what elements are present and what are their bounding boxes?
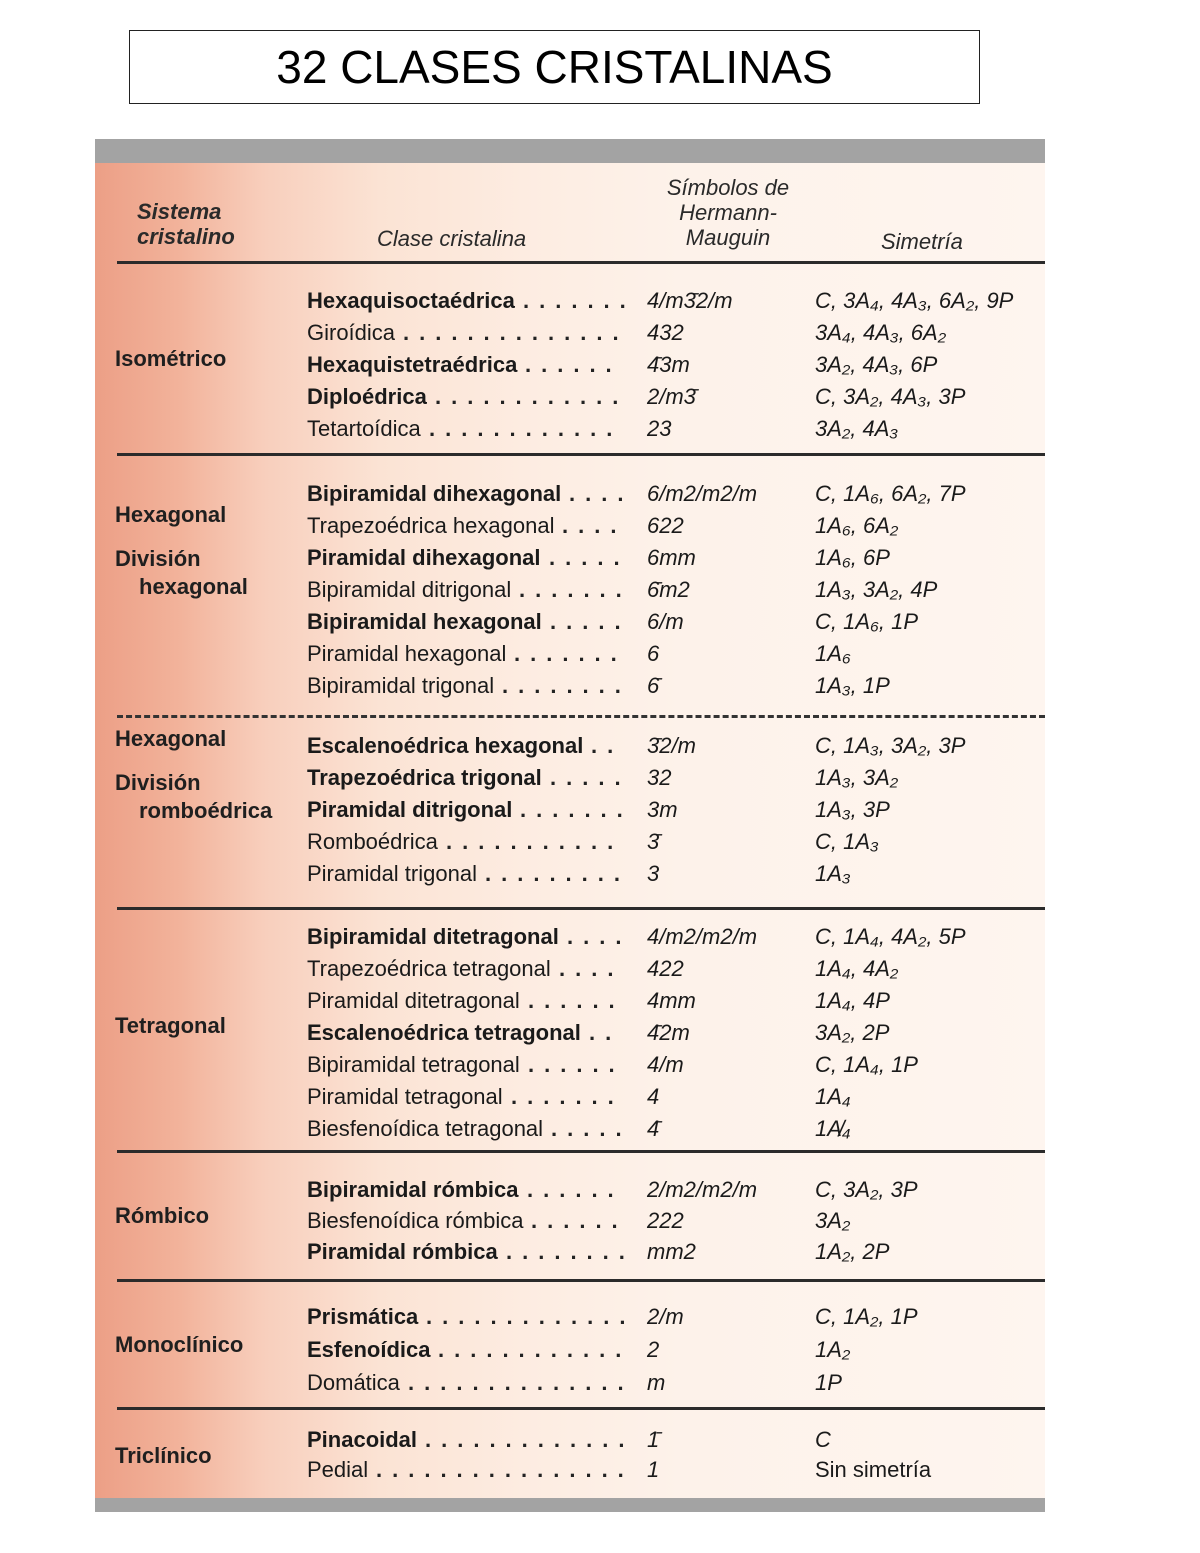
hermann-mauguin-symbol: 1 bbox=[647, 1457, 660, 1482]
system-name: Hexagonal bbox=[115, 502, 227, 527]
leader-dots: ...... bbox=[528, 988, 625, 1013]
symmetry-elements: 1A₄ bbox=[815, 1084, 851, 1109]
crystal-class-name: Piramidal tetragonal bbox=[307, 1084, 503, 1109]
hermann-mauguin-symbol: mm2 bbox=[647, 1239, 696, 1264]
symmetry-elements: 3A₂, 2P bbox=[815, 1020, 890, 1045]
symmetry-elements: C, 3A₄, 4A₃, 6A₂, 9P bbox=[815, 288, 1014, 313]
table-row bbox=[95, 317, 1045, 349]
system-division: División bbox=[115, 770, 201, 795]
hermann-mauguin-symbol: 2 bbox=[647, 1337, 660, 1362]
symmetry-elements: C, 3A₂, 3P bbox=[815, 1177, 918, 1202]
system-division: División bbox=[115, 546, 201, 571]
group-separator bbox=[117, 1150, 1045, 1153]
crystal-class-name: Domática bbox=[307, 1370, 400, 1395]
leader-dots: .... bbox=[569, 481, 634, 506]
table-row bbox=[95, 381, 1045, 413]
table-row bbox=[95, 574, 1045, 606]
symmetry-elements: C bbox=[815, 1427, 831, 1452]
leader-dots: ....... bbox=[523, 288, 636, 313]
hermann-mauguin-symbol: 6̄ bbox=[647, 673, 660, 698]
table-row bbox=[95, 413, 1045, 445]
hermann-mauguin-symbol: 6̄m2 bbox=[647, 577, 690, 602]
symmetry-elements: 1A₃, 3A₂, 4P bbox=[815, 577, 938, 602]
system-name: Triclínico bbox=[115, 1443, 212, 1468]
hermann-mauguin-symbol: 2/m2/m2/m bbox=[647, 1177, 758, 1202]
hermann-mauguin-symbol: 6 bbox=[647, 641, 660, 666]
symmetry-elements: 1A₆, 6P bbox=[815, 545, 890, 570]
leader-dots: ...... bbox=[528, 1052, 625, 1077]
leader-dots: ............ bbox=[438, 1337, 632, 1362]
page-title: 32 CLASES CRISTALINAS bbox=[129, 30, 980, 104]
symmetry-elements: 1A₃, 1P bbox=[815, 673, 890, 698]
table-row bbox=[95, 1113, 1045, 1145]
symmetry-elements: 1A₆, 6A₂ bbox=[815, 513, 899, 538]
leader-dots: .... bbox=[562, 513, 627, 538]
crystal-class-name: Biesfenoídica rómbica bbox=[307, 1208, 524, 1233]
hermann-mauguin-symbol: 2/m bbox=[647, 1304, 684, 1329]
leader-dots: ..... bbox=[549, 545, 630, 570]
symmetry-elements: C, 1A₆, 1P bbox=[815, 609, 919, 634]
leader-dots: .............. bbox=[403, 320, 629, 345]
table-row bbox=[95, 1205, 1045, 1237]
hermann-mauguin-symbol: m bbox=[647, 1370, 666, 1395]
leader-dots: .. bbox=[591, 733, 624, 758]
table-row bbox=[95, 478, 1045, 510]
symmetry-elements: Sin simetría bbox=[815, 1457, 932, 1482]
table-row bbox=[95, 921, 1045, 953]
crystal-class-name: Bipiramidal hexagonal bbox=[307, 609, 542, 634]
crystal-class-name: Bipiramidal rómbica bbox=[307, 1177, 519, 1202]
symmetry-elements: 1A₃, 3P bbox=[815, 797, 890, 822]
crystal-class-name: Escalenoédrica tetragonal bbox=[307, 1020, 581, 1045]
table-row bbox=[95, 1367, 1045, 1399]
hermann-mauguin-symbol: 4̄3m bbox=[647, 352, 690, 377]
leader-dots: ........ bbox=[502, 673, 631, 698]
hermann-mauguin-symbol: 2/m3̄ bbox=[647, 384, 696, 409]
crystal-class-name: Piramidal ditetragonal bbox=[307, 988, 520, 1013]
hermann-mauguin-symbol: 4/m2/m2/m bbox=[647, 924, 758, 949]
hermann-mauguin-symbol: 4/m3̄2/m bbox=[647, 288, 733, 313]
header-hermann-mauguin: Símbolos de Hermann- Mauguin bbox=[666, 175, 790, 250]
crystal-class-name: Trapezoédrica tetragonal bbox=[307, 956, 551, 981]
system-name: Rómbico bbox=[115, 1203, 210, 1228]
symmetry-elements: 1A₄, 4A₂ bbox=[815, 956, 899, 981]
symmetry-elements: 1A₂, 2P bbox=[815, 1239, 890, 1264]
hermann-mauguin-symbol: 4̄ bbox=[647, 1116, 660, 1141]
table-row bbox=[95, 1301, 1045, 1333]
hermann-mauguin-symbol: 622 bbox=[647, 513, 684, 538]
table-row bbox=[95, 638, 1045, 670]
hermann-mauguin-symbol: 4 bbox=[647, 1084, 660, 1109]
symmetry-elements: 1A̸₄ bbox=[815, 1116, 851, 1141]
leader-dots: ...... bbox=[527, 1177, 624, 1202]
crystal-class-name: Giroídica bbox=[307, 320, 396, 345]
symmetry-elements: C, 1A₂, 1P bbox=[815, 1304, 918, 1329]
header-system: Sistema cristalino bbox=[137, 199, 235, 249]
system-name: Monoclínico bbox=[115, 1332, 244, 1357]
symmetry-elements: 3A₂ bbox=[815, 1208, 851, 1233]
crystal-class-name: Romboédrica bbox=[307, 829, 438, 854]
group-separator bbox=[117, 453, 1045, 456]
symmetry-elements: 1A₂ bbox=[815, 1337, 851, 1362]
system-name: Hexagonal bbox=[115, 726, 227, 751]
leader-dots: .............. bbox=[408, 1370, 634, 1395]
symmetry-elements: C, 1A₃, 3A₂, 3P bbox=[815, 733, 966, 758]
leader-dots: ............ bbox=[435, 384, 629, 409]
system-division-name: romboédrica bbox=[139, 798, 273, 823]
system-name: Isométrico bbox=[115, 346, 227, 371]
crystal-class-name: Hexaquistetraédrica bbox=[307, 352, 518, 377]
crystal-class-name: Biesfenoídica tetragonal bbox=[307, 1116, 544, 1141]
leader-dots: ...... bbox=[531, 1208, 628, 1233]
leader-dots: ............. bbox=[425, 1427, 635, 1452]
crystal-class-name: Bipiramidal ditetragonal bbox=[307, 924, 559, 949]
symmetry-elements: 1A₃, 3A₂ bbox=[815, 765, 899, 790]
system-division-name: hexagonal bbox=[139, 574, 248, 599]
table-row bbox=[95, 670, 1045, 702]
hermann-mauguin-symbol: 3̄ bbox=[647, 829, 660, 854]
leader-dots: ..... bbox=[551, 1116, 632, 1141]
table-row bbox=[95, 349, 1045, 381]
table-row bbox=[95, 510, 1045, 542]
table-row bbox=[95, 542, 1045, 574]
hermann-mauguin-symbol: 6/m2/m2/m bbox=[647, 481, 758, 506]
table-row bbox=[95, 285, 1045, 317]
leader-dots: ..... bbox=[550, 765, 631, 790]
crystal-class-name: Bipiramidal dihexagonal bbox=[307, 481, 562, 506]
crystal-class-name: Pinacoidal bbox=[307, 1427, 418, 1452]
symmetry-elements: 3A₂, 4A₃ bbox=[815, 416, 899, 441]
hermann-mauguin-symbol: 32 bbox=[647, 765, 672, 790]
crystal-class-name: Bipiramidal tetragonal bbox=[307, 1052, 520, 1077]
hermann-mauguin-symbol: 4mm bbox=[647, 988, 696, 1013]
crystal-class-name: Piramidal rómbica bbox=[307, 1239, 498, 1264]
leader-dots: ....... bbox=[514, 641, 627, 666]
crystal-class-name: Esfenoídica bbox=[307, 1337, 431, 1362]
symmetry-elements: 1A₃ bbox=[815, 861, 851, 886]
table-row bbox=[95, 826, 1045, 858]
header-class: Clase cristalina bbox=[377, 226, 527, 251]
table-row bbox=[95, 1174, 1045, 1206]
symmetry-elements: C, 1A₆, 6A₂, 7P bbox=[815, 481, 966, 506]
symmetry-elements: 1A₄, 4P bbox=[815, 988, 890, 1013]
crystal-class-name: Prismática bbox=[307, 1304, 419, 1329]
table-row bbox=[95, 1424, 1045, 1456]
crystal-class-name: Piramidal dihexagonal bbox=[307, 545, 541, 570]
table-row bbox=[95, 858, 1045, 890]
hermann-mauguin-symbol: 3 bbox=[647, 861, 660, 886]
leader-dots: ........... bbox=[446, 829, 624, 854]
hermann-mauguin-symbol: 3̄2/m bbox=[647, 733, 696, 758]
table-row bbox=[95, 1236, 1045, 1268]
hermann-mauguin-symbol: 3m bbox=[647, 797, 678, 822]
table-row bbox=[95, 1081, 1045, 1113]
table-row bbox=[95, 985, 1045, 1017]
hermann-mauguin-symbol: 6mm bbox=[647, 545, 696, 570]
leader-dots: ................ bbox=[376, 1457, 634, 1482]
hermann-mauguin-symbol: 4/m bbox=[647, 1052, 684, 1077]
crystal-class-name: Piramidal trigonal bbox=[307, 861, 477, 886]
table-row bbox=[95, 1049, 1045, 1081]
hermann-mauguin-symbol: 422 bbox=[647, 956, 684, 981]
crystal-class-name: Hexaquisoctaédrica bbox=[307, 288, 515, 313]
crystal-class-name: Diploédrica bbox=[307, 384, 427, 409]
crystal-class-name: Pedial bbox=[307, 1457, 369, 1482]
hermann-mauguin-symbol: 432 bbox=[647, 320, 684, 345]
leader-dots: ............ bbox=[429, 416, 623, 441]
crystal-class-name: Piramidal hexagonal bbox=[307, 641, 507, 666]
table-row bbox=[95, 1454, 1045, 1486]
leader-dots: .... bbox=[567, 924, 632, 949]
leader-dots: ............. bbox=[426, 1304, 636, 1329]
leader-dots: ....... bbox=[511, 1084, 624, 1109]
crystal-class-name: Escalenoédrica hexagonal bbox=[307, 733, 584, 758]
crystal-class-name: Tetartoídica bbox=[307, 416, 421, 441]
crystal-class-name: Piramidal ditrigonal bbox=[307, 797, 513, 822]
table-top-border bbox=[95, 139, 1045, 163]
leader-dots: ........ bbox=[506, 1239, 635, 1264]
symmetry-elements: C, 1A₃ bbox=[815, 829, 879, 854]
table-bottom-border bbox=[95, 1498, 1045, 1512]
group-separator bbox=[117, 907, 1045, 910]
hermann-mauguin-symbol: 23 bbox=[647, 416, 672, 441]
system-name: Tetragonal bbox=[115, 1013, 226, 1038]
group-separator bbox=[117, 715, 1045, 718]
symmetry-elements: 1P bbox=[815, 1370, 842, 1395]
symmetry-elements: C, 3A₂, 4A₃, 3P bbox=[815, 384, 966, 409]
leader-dots: ....... bbox=[520, 797, 633, 822]
header-symmetry: Simetría bbox=[881, 229, 963, 254]
crystal-class-name: Trapezoédrica hexagonal bbox=[307, 513, 555, 538]
hermann-mauguin-symbol: 6/m bbox=[647, 609, 684, 634]
group-separator bbox=[117, 261, 1045, 264]
symmetry-elements: C, 1A₄, 4A₂, 5P bbox=[815, 924, 966, 949]
table-row bbox=[95, 794, 1045, 826]
table-row bbox=[95, 730, 1045, 762]
symmetry-elements: 1A₆ bbox=[815, 641, 851, 666]
symmetry-elements: 3A₂, 4A₃, 6P bbox=[815, 352, 938, 377]
leader-dots: ..... bbox=[550, 609, 631, 634]
hermann-mauguin-symbol: 222 bbox=[647, 1208, 684, 1233]
leader-dots: ......... bbox=[485, 861, 631, 886]
crystal-class-name: Bipiramidal trigonal bbox=[307, 673, 495, 698]
crystal-class-name: Trapezoédrica trigonal bbox=[307, 765, 542, 790]
table-row bbox=[95, 1017, 1045, 1049]
table-row bbox=[95, 606, 1045, 638]
table-row bbox=[95, 762, 1045, 794]
leader-dots: ....... bbox=[519, 577, 632, 602]
crystal-class-name: Bipiramidal ditrigonal bbox=[307, 577, 512, 602]
group-separator bbox=[117, 1279, 1045, 1282]
hermann-mauguin-symbol: 4̄2m bbox=[647, 1020, 690, 1045]
leader-dots: .. bbox=[589, 1020, 622, 1045]
table-row bbox=[95, 953, 1045, 985]
symmetry-elements: 3A₄, 4A₃, 6A₂ bbox=[815, 320, 947, 345]
leader-dots: ...... bbox=[525, 352, 622, 377]
leader-dots: .... bbox=[559, 956, 624, 981]
crystal-classes-table bbox=[95, 139, 1045, 1512]
symmetry-elements: C, 1A₄, 1P bbox=[815, 1052, 918, 1077]
hermann-mauguin-symbol: 1̄ bbox=[647, 1427, 660, 1452]
group-separator bbox=[117, 1407, 1045, 1410]
table-row bbox=[95, 1334, 1045, 1366]
